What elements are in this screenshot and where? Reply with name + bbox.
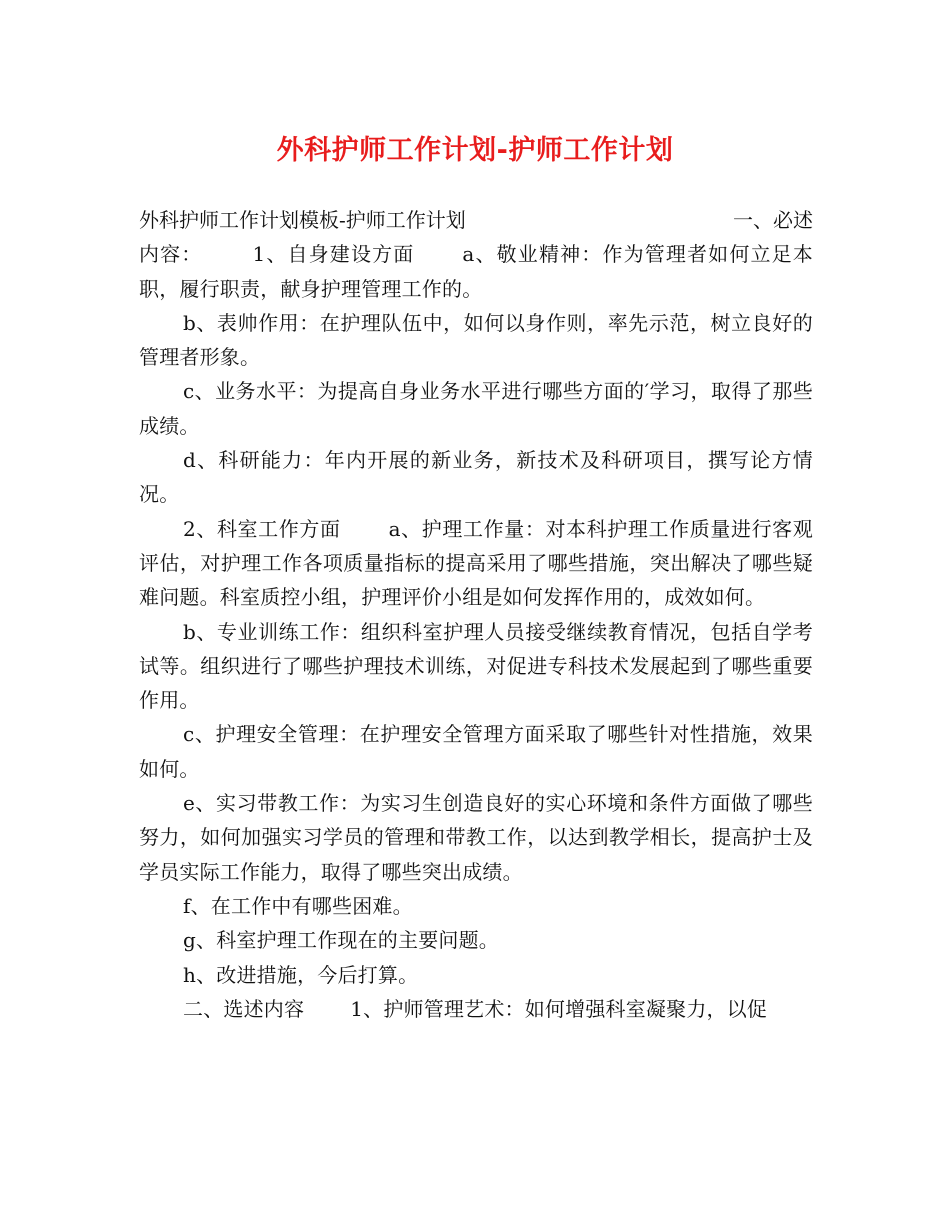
paragraph-teaching: e、实习带教工作：为实习生创造良好的实心环境和条件方面做了哪些努力，如何加强实习学员的管理和带教工作，以达到教学相长，提高护士及学员实际工作能力，取得了哪些突出成绩。 bbox=[139, 791, 813, 884]
paragraph-training: b、专业训练工作：组织科室护理人员接受继续教育情况，包括自学考试等。组织进行了哪些护理技术训练，对促进专科技术发展起到了哪些重要作用。 bbox=[139, 619, 813, 713]
intro-paragraph bbox=[139, 237, 813, 306]
paragraph-b: b、表帅作用：在护理队伍中，如何以身作则，率先示范，树立良好的管理者形象。 bbox=[139, 310, 813, 370]
document-body bbox=[139, 203, 813, 1026]
paragraph-difficulties: f、在工作中有哪些困难。 bbox=[183, 893, 413, 918]
item-one-a: a、敬业精神：作为管理者如何立足本职，履行职责，献身护理管理工作的。 bbox=[139, 242, 813, 301]
section-two-paragraph bbox=[139, 512, 813, 615]
section-one-cont: 内容： bbox=[139, 242, 203, 267]
item-one-heading: 1、自身建设方面 bbox=[252, 242, 415, 267]
paragraph-c: c、业务水平：为提高自身业务水平进行哪些方面的′学习，取得了那些成绩。 bbox=[139, 379, 813, 438]
document-title: 外科护师工作计划-护师工作计划 bbox=[276, 135, 674, 166]
section-two-heading: 2、科室工作方面 bbox=[183, 516, 341, 541]
section-two-item-a: a、护理工作量：对本科护理工作质量进行客观评估，对护理工作各项质量指标的提高采用了哪些措施，突出解决了哪些疑难问题。科室质控小组，护理评价小组是如何发挥作用的，成效如何。 bbox=[139, 516, 813, 610]
section-three-paragraph bbox=[139, 992, 813, 1026]
section-three-item-one: 1、护师管理艺术：如何增强科室凝聚力，以促 bbox=[350, 996, 768, 1021]
paragraph-d: d、科研能力：年内开展的新业务，新技术及科研项目，撰写论方情况。 bbox=[139, 448, 813, 507]
paragraph-safety: c、护理安全管理：在护理安全管理方面采取了哪些针对性措施，效果如何。 bbox=[139, 722, 813, 781]
section-one-heading: 一、必述 bbox=[733, 208, 813, 232]
document-subtitle: 外科护师工作计划模板-护师工作计划 bbox=[139, 208, 466, 232]
paragraph-improvements: h、改进措施，今后打算。 bbox=[183, 962, 419, 987]
paragraph-problems: g、科室护理工作现在的主要问题。 bbox=[183, 928, 500, 953]
intro-line bbox=[139, 203, 813, 237]
section-three-heading: 二、选述内容 bbox=[183, 996, 305, 1021]
